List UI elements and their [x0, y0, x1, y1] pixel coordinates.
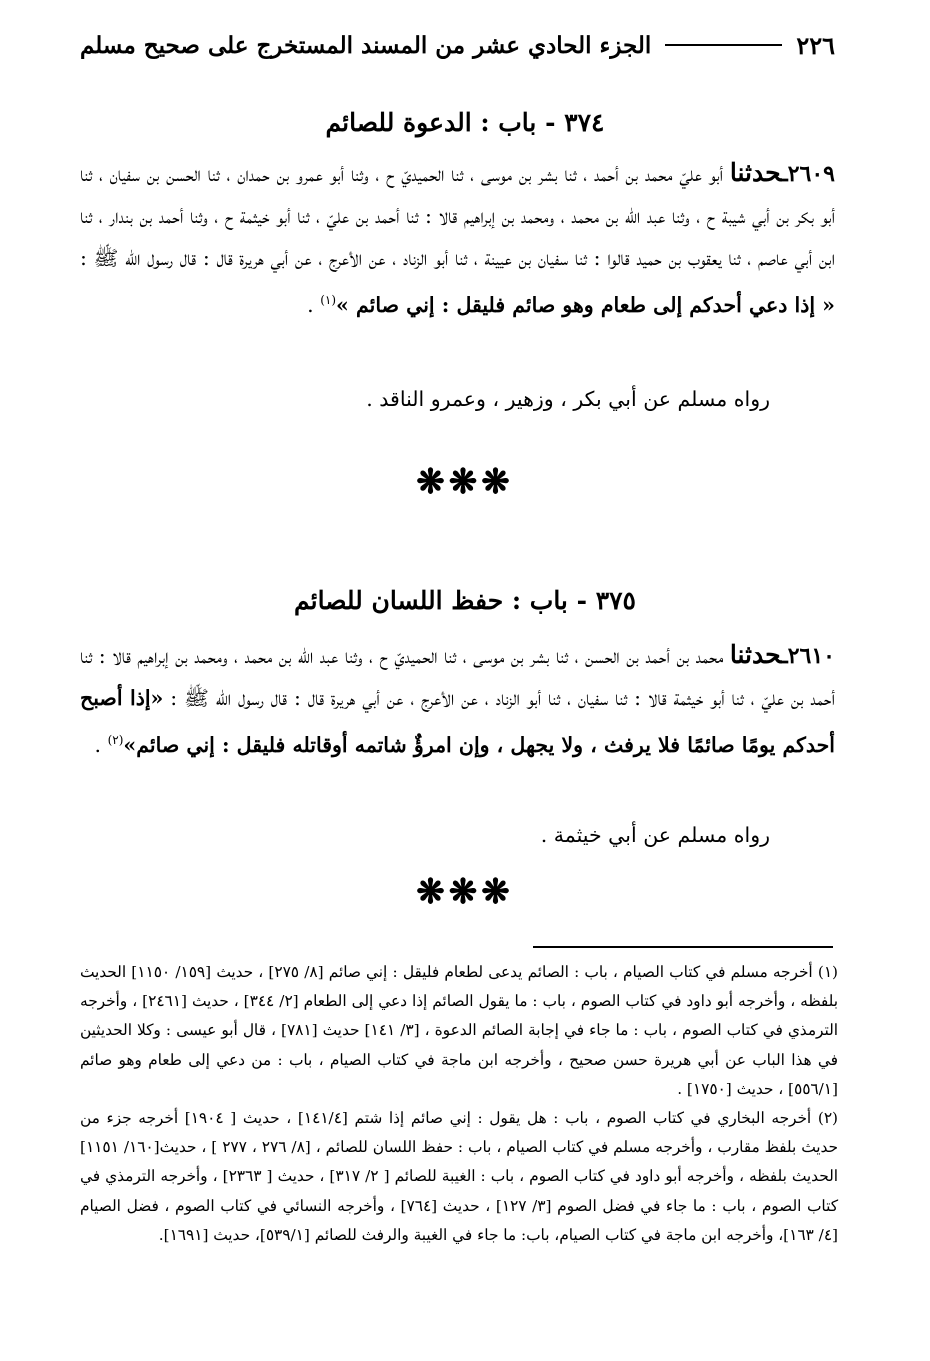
section-separator: ❋❋❋: [416, 872, 514, 912]
hadith-end: .: [94, 732, 108, 757]
footnote-reference: (١): [320, 293, 337, 307]
hadith-end: .: [307, 292, 321, 317]
narration-keyword: حدثنا: [729, 640, 782, 669]
header-rule: [665, 44, 782, 46]
hadith-2610: [80, 634, 835, 766]
hadith-isnad: محمد بن أحمد بن الحسن ، ثنا بشر بن موسى ، ثنا الحميديّ ح ، وثنا عبد الله بن محمد ، ومحمد بن إبراهيم قالا : ثنا أحمد بن عليّ ، ثنا أبو خيثمة قالا : ثنا سفيان ، ثنا أبو الزناد ، عن الأعرج ، عن أبي هريرة قال : قال رسول الله ﷺ :: [80, 644, 835, 710]
footnote-text: أخرجه البخاري في كتاب الصوم ، باب : هل يقول : إني صائم إذا شتم [١٤١/٤] ، حديث [ ١٩٠٤] أخرجه جزء من حديث بلفظ مقارب ، وأخرجه مسلم في كتاب الصيام ، باب : حفظ اللسان للصائم ، [٨/ ٢٧٦ ، ٢٧٧ ] ، حديث[١٦٠/ ١١٥١] الحديث بلفظه ، وأخرجه أبو داود في كتاب الصوم ، باب : الغيبة للصائم [ ٢/ ٣١٧] ، حديث [ ٢٣٦٣] ، وأخرجه الترمذي في كتاب الصوم ، باب : ما جاء في فضل الصوم [٣/ ١٢٧] ، حديث [٧٦٤] ، وأخرجه النسائي في كتاب الصوم ، فضل الصيام [٤/ ١٦٣]، وأخرجه ابن ماجة في كتاب الصيام، باب: ما جاء في الغيبة والرفث للصائم [٥٣٩/١]، حديث [١٦٩١].: [80, 1109, 838, 1244]
prophetic-quote: « إذا دعي أحدكم إلى طعام وهو صائم فليقل : إني صائم »: [336, 292, 835, 317]
footnote-number: (١): [817, 963, 838, 981]
footnote-rule: [533, 946, 833, 948]
hadith-isnad: أبو عليّ محمد بن أحمد ، ثنا بشر بن موسى ، ثنا الحميديّ ح ، وثنا أبو عمرو بن حمدان ، ثنا الحسن بن سفيان ، ثنا أبو بكر بن أبي شيبة ح ، وثنا عبد الله بن محمد ، ومحمد بن إبراهيم قالا : ثنا أحمد بن عليّ ، ثنا أبو خيثمة ح ، وثنا أحمد بن بندار ، ثنا ابن أبي عاصم ، ثنا يعقوب بن حميد قالوا : ثنا سفيان بن عيينة ، ثنا أبو الزناد ، عن الأعرج ، عن أبي هريرة قال : قال رسول الله ﷺ :: [80, 162, 835, 270]
footnote-1: [80, 958, 838, 1104]
riwaya-note: رواه مسلم عن أبي خيثمة .: [540, 823, 770, 847]
chapter-heading-375: ٣٧٥ - باب : حفظ اللسان للصائم: [294, 586, 636, 615]
footnote-2: [80, 1104, 838, 1250]
footnotes: [80, 958, 838, 1250]
chapter-heading-374: ٣٧٤ - باب : الدعوة للصائم: [325, 108, 605, 137]
hadith-number: ٢٦٠٩ـ: [781, 161, 835, 187]
hadith-number: ٢٦١٠ـ: [781, 643, 835, 669]
riwaya-note: رواه مسلم عن أبي بكر ، وزهير ، وعمرو الناقد .: [366, 387, 770, 411]
prophetic-quote: «إذا أصبح أحدكم يومًا صائمًا فلا يرفث ، ولا يجهل ، وإن امرؤٌ شاتمه أوقاتله فليقل : إني صائم»: [80, 686, 835, 757]
page-number: ٢٢٦: [796, 30, 835, 60]
footnote-text: أخرجه مسلم في كتاب الصيام ، باب : الصائم يدعى لطعام فليقل : إني صائم [٨/ ٢٧٥] ، حديث [١٥٩/ ١١٥٠] الحديث بلفظه ، وأخرجه أبو داود في كتاب الصوم ، باب : ما يقول الصائم إذا دعي إلى الطعام [٢/ ٣٤٤] ، حديث [٢٤٦١] ، وأخرجه الترمذي في كتاب الصوم ، باب : ما جاء في إجابة الصائم الدعوة ، [٣/ ١٤١] حديث [٧٨١] ، قال أبو عيسى : وكلا الحديثين في هذا الباب عن أبي هريرة حسن صحيح ، وأخرجه ابن ماجة في كتاب الصيام ، باب : من دعي إلى طعام وهو صائم [٥٥٦/١] ، حديث [١٧٥٠] .: [80, 963, 838, 1098]
footnote-number: (٢): [817, 1109, 838, 1128]
running-title: الجزء الحادي عشر من المسند المستخرج على صحيح مسلم: [80, 31, 652, 59]
footnote-reference: (٢): [107, 733, 124, 747]
page-header: [80, 20, 835, 70]
narration-keyword: حدثنا: [729, 158, 782, 187]
hadith-2609: [80, 152, 835, 326]
section-separator: ❋❋❋: [416, 462, 514, 502]
